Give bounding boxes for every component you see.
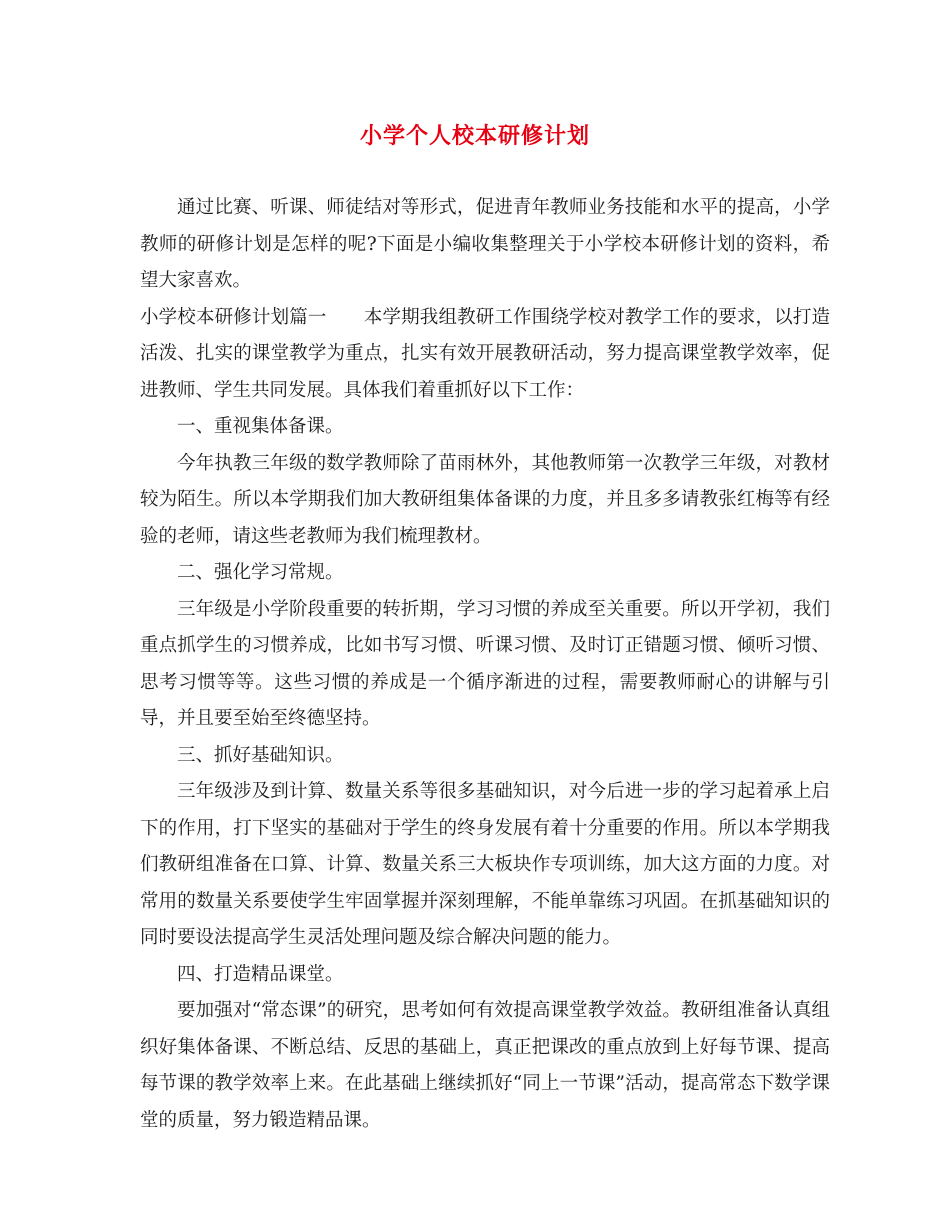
section-heading-2: 二、强化学习常规。	[177, 562, 344, 583]
document-body	[140, 190, 830, 1139]
paragraph-section-3: 三年级涉及到计算、数量关系等很多基础知识，对今后进一步的学习起着承上启下的作用，打下坚实的基础对于学生的终身发展有着十分重要的作用。所以本学期我们教研组准备在口算、计算、数量关系三大板块作专项训练，加大这方面的力度。对常用的数量关系要使学生牢固掌握并深刻理解，不能单靠练习巩固。在抓基础知识的同时要设法提高学生灵活处理问题及综合解决问题的能力。	[140, 781, 830, 948]
section-heading-4: 四、打造精品课堂。	[177, 963, 344, 985]
document-title: 小学个人校本研修计划	[359, 123, 590, 149]
paragraph-section-1: 今年执教三年级的数学教师除了苗雨林外，其他教师第一次教学三年级，对教材较为陌生。所以本学期我们加大教研组集体备课的力度，并且多多请教张红梅等有经验的老师，请这些老教师为我们梳理教材。	[140, 452, 830, 547]
paragraph-section-4: 要加强对“常态课”的研究，思考如何有效提高课堂教学效益。教研组准备认真组织好集体备课、不断总结、反思的基础上，真正把课改的重点放到上好每节课、提高每节课的教学效率上来。在此基础上继续抓好“同上一节课”活动，提高常态下数学课堂的质量，努力锻造精品课。	[140, 1000, 830, 1131]
paragraph-section-2: 三年级是小学阶段重要的转折期，学习习惯的养成至关重要。所以开学初，我们重点抓学生的习惯养成，比如书写习惯、听课习惯、及时订正错题习惯、倾听习惯、思考习惯等等。这些习惯的养成是一个循序渐进的过程，需要教师耐心的讲解与引导，并且要至始至终德坚持。	[140, 598, 830, 729]
paragraph-intro: 通过比赛、听课、师徒结对等形式，促进青年教师业务技能和水平的提高，小学教师的研修计划是怎样的呢?下面是小编收集整理关于小学校本研修计划的资料，希望大家喜欢。	[140, 197, 830, 291]
section-heading-1: 一、重视集体备课。	[177, 416, 344, 437]
section-heading-3: 三、抓好基础知识。	[177, 744, 344, 766]
paragraph-plan-intro: 小学校本研修计划篇一 本学期我组教研工作围绕学校对教学工作的要求，以打造活泼、扎实的课堂教学为重点，扎实有效开展教研活动，努力提高课堂教学效率，促进教师、学生共同发展。具体我们着重抓好以下工作：	[140, 306, 830, 401]
